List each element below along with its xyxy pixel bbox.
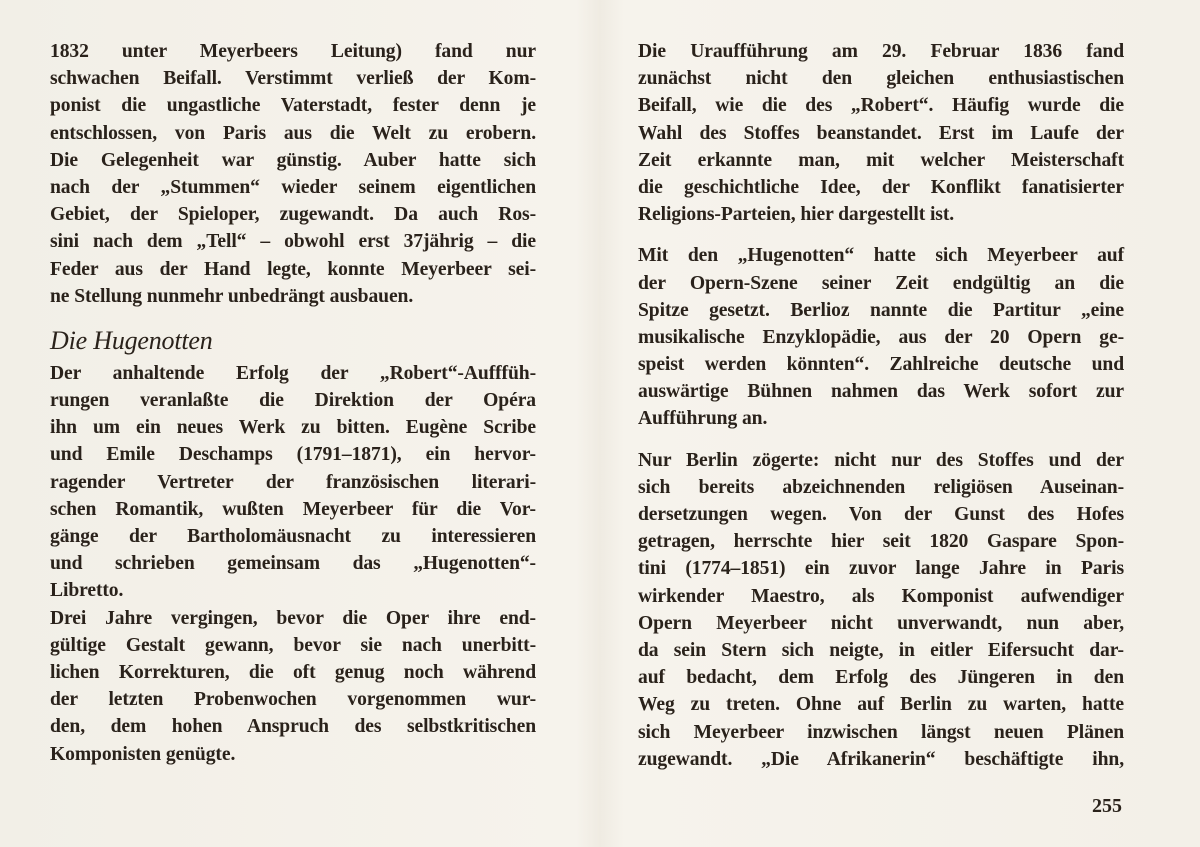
spacer: [638, 228, 1124, 242]
text-line: gültige Gestalt gewann, bevor sie nach unerbitt-: [50, 634, 536, 656]
text-line: Opern Meyerbeer nicht unverwandt, nun aber,: [638, 612, 1124, 634]
text-line: der Opern-Szene seiner Zeit endgültig an die: [638, 272, 1124, 294]
text-line: Die Uraufführung am 29. Februar 1836 fand: [638, 41, 1124, 62]
text-line: ponist die ungastliche Vaterstadt, fester denn je: [50, 95, 536, 117]
text-line: Libretto.: [50, 580, 124, 602]
text-line: Aufführung an.: [638, 408, 768, 430]
text-line: da sein Stern sich neigte, in eitler Eifersucht dar-: [638, 639, 1124, 661]
text-line: musikalische Enzyklopädie, aus der 20 Opern ge-: [638, 326, 1124, 348]
text-line: Die Gelegenheit war günstig. Auber hatte sich: [50, 149, 536, 171]
text-line: sich Meyerbeer inzwischen längst neuen Plänen: [638, 721, 1124, 743]
text-line: Religions-Parteien, hier dargestellt ist.: [638, 204, 955, 226]
text-line: sini nach dem „Tell“ – obwohl erst 37jährig – die: [50, 231, 536, 253]
text-line: und Emile Deschamps (1791–1871), ein hervor-: [50, 444, 536, 466]
text-line: Weg zu treten. Ohne auf Berlin zu warten, hatte: [638, 694, 1124, 716]
text-line: rungen veranlaßte die Direktion der Opéra: [50, 390, 536, 412]
text-line: ihn um ein neues Werk zu bitten. Eugène Scribe: [50, 417, 536, 439]
text-line: entschlossen, von Paris aus die Welt zu erobern.: [50, 122, 536, 144]
text-line: Wahl des Stoffes beanstandet. Erst im Laufe der: [638, 122, 1124, 144]
text-line: zugewandt. „Die Afrikanerin“ beschäftigte ihn,: [638, 748, 1124, 770]
text-line: Komponisten genügte.: [50, 743, 236, 765]
text-line: dersetzungen wegen. Von der Gunst des Hofes: [638, 504, 1124, 525]
text-line: Der anhaltende Erfolg der „Robert“-Aufffüh-: [50, 362, 536, 384]
left-column: [50, 38, 536, 768]
text-line: zunächst nicht den gleichen enthusiastischen: [638, 68, 1124, 90]
text-line: getragen, herrschte hier seit 1820 Gaspare Spon-: [638, 531, 1124, 553]
text-line: Zeit erkannte man, mit welcher Meisterschaft: [638, 149, 1124, 171]
paragraph-right-2: [638, 242, 1124, 432]
text-line: den, dem hohen Anspruch des selbstkritischen: [50, 716, 536, 738]
paragraph-left-1: [50, 38, 536, 310]
text-line: ragender Vertreter der französischen literari-: [50, 471, 536, 493]
text-line: sich bereits abzeichnenden religiösen Auseinan-: [638, 476, 1124, 498]
text-line: der letzten Probenwochen vorgenommen wur-: [50, 689, 536, 711]
right-column: [638, 38, 1124, 773]
text-line: Spitze gesetzt. Berlioz nannte die Partitur „eine: [638, 299, 1124, 321]
text-line: und schrieben gemeinsam das „Hugenotten“-: [50, 553, 536, 575]
text-line: Nur Berlin zögerte: nicht nur des Stoffes und der: [638, 449, 1124, 471]
text-line: nach der „Stummen“ wieder seinem eigentlichen: [50, 176, 536, 198]
text-line: Drei Jahre vergingen, bevor die Oper ihre end-: [50, 607, 536, 629]
text-line: speist werden könnten“. Zahlreiche deutsche und: [638, 354, 1124, 376]
text-line: ne Stellung nunmehr unbedrängt ausbauen.: [50, 285, 414, 307]
spacer: [638, 433, 1124, 447]
section-heading: Die Hugenotten: [50, 325, 213, 355]
text-line: wirkender Maestro, als Komponist aufwendiger: [638, 585, 1124, 607]
text-line: die geschichtliche Idee, der Konflikt fanatisierter: [638, 176, 1124, 198]
text-line: tini (1774–1851) ein zuvor lange Jahre in Paris: [638, 558, 1124, 580]
text-line: schen Romantik, wußten Meyerbeer für die Vor-: [50, 498, 536, 520]
text-line: auswärtige Bühnen nahmen das Werk sofort zur: [638, 381, 1124, 403]
text-line: schwachen Beifall. Verstimmt verließ der Kom-: [50, 68, 536, 90]
text-line: Mit den „Hugenotten“ hatte sich Meyerbeer auf: [638, 245, 1124, 267]
page-number: 255: [1092, 795, 1122, 817]
paragraph-left-2: [50, 360, 536, 605]
text-line: Feder aus der Hand legte, konnte Meyerbeer sei-: [50, 258, 536, 280]
paragraph-right-1: [638, 38, 1124, 228]
text-line: Beifall, wie die des „Robert“. Häufig wurde die: [638, 95, 1124, 117]
paragraph-right-3: [638, 447, 1124, 773]
paragraph-left-3: [50, 605, 536, 768]
text-line: 1832 unter Meyerbeers Leitung) fand nur: [50, 41, 536, 62]
text-line: auf bedacht, dem Erfolg des Jüngeren in den: [638, 667, 1124, 689]
spacer: [50, 310, 536, 322]
text-line: lichen Korrekturen, die oft genug noch während: [50, 661, 536, 683]
text-line: Gebiet, der Spieloper, zugewandt. Da auch Ros-: [50, 204, 536, 226]
text-line: gänge der Bartholomäusnacht zu interessieren: [50, 526, 536, 547]
